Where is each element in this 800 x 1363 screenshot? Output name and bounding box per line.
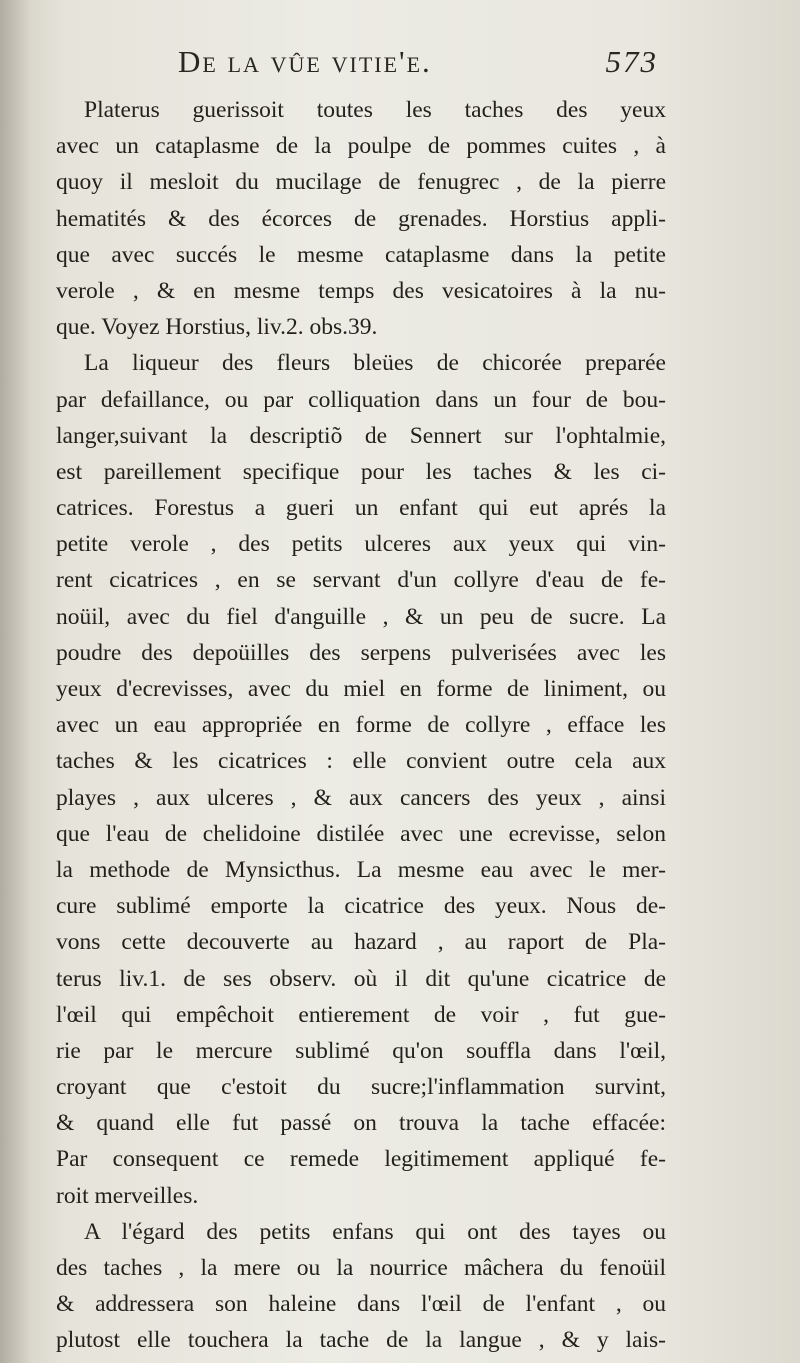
gutter-shadow: [0, 0, 30, 1363]
page-number: 573: [605, 44, 658, 79]
text-line: croyant que c'estoit du sucre;l'inflammation survint,: [56, 1074, 666, 1101]
text-line: & quand elle fut passé on trouva la tache effacée:: [56, 1110, 666, 1137]
text-line: l'œil qui empêchoit entierement de voir , fut gue-: [56, 1001, 666, 1028]
text-line: avec un eau appropriée en forme de collyre , efface les: [56, 712, 666, 739]
text-line: Par consequent ce remede legitimement appliqué fe-: [56, 1146, 666, 1173]
text-line: roit merveilles.: [56, 1182, 199, 1209]
text-line: taches & les cicatrices : elle convient outre cela aux: [56, 748, 666, 775]
text-line: noüil, avec du fiel d'anguille , & un peu de sucre. La: [56, 603, 666, 630]
text-line: cure sublimé emporte la cicatrice des yeux. Nous de-: [56, 893, 666, 920]
running-head: [178, 44, 658, 88]
text-line: Platerus guerissoit toutes les taches des yeux: [84, 97, 666, 123]
text-line: terus liv.1. de ses observ. où il dit qu'une cicatrice de: [56, 965, 666, 992]
text-line: yeux d'ecrevisses, avec du miel en forme de liniment, ou: [56, 676, 666, 702]
text-line: rent cicatrices , en se servant d'un collyre d'eau de fe-: [56, 567, 666, 594]
text-line: A l'égard des petits enfans qui ont des tayes ou: [84, 1218, 666, 1245]
text-line: playes , aux ulceres , & aux cancers des yeux , ainsi: [56, 784, 666, 811]
text-line: hematités & des écorces de grenades. Horstius appli-: [56, 205, 666, 232]
text-line: poudre des depoüilles des serpens pulverisées avec les: [56, 639, 666, 666]
text-line: catrices. Forestus a gueri un enfant qui eut aprés la: [56, 495, 666, 522]
running-title: De la vûe vitie'e.: [178, 44, 432, 79]
text-line: la methode de Mynsicthus. La mesme eau avec le mer-: [56, 856, 666, 883]
text-line: que l'eau de chelidoine distilée avec une ecrevisse, selon: [56, 820, 666, 847]
text-line: rie par le mercure sublimé qu'on souffla dans l'œil,: [56, 1037, 666, 1064]
text-line: par defaillance, ou par colliquation dans un four de bou-: [56, 386, 666, 413]
text-line: avec un cataplasme de la poulpe de pommes cuites , à: [56, 133, 666, 160]
text-line: & addressera son haleine dans l'œil de l'enfant , ou: [56, 1291, 666, 1318]
body-text: [56, 92, 666, 1359]
text-line: vons cette decouverte au hazard , au raport de Pla-: [56, 929, 666, 956]
text-line: est pareillement specifique pour les taches & les ci-: [56, 458, 666, 485]
text-line: La liqueur des fleurs bleües de chicorée preparée: [84, 350, 666, 377]
text-line: petite verole , des petits ulceres aux yeux qui vin-: [56, 531, 666, 558]
text-line: que avec succés le mesme cataplasme dans la petite: [56, 241, 666, 268]
text-line: que. Voyez Horstius, liv.2. obs.39.: [56, 314, 378, 341]
text-line: plutost elle touchera la tache de la langue , & y lais-: [56, 1327, 666, 1354]
text-line: des taches , la mere ou la nourrice mâchera du fenoüil: [56, 1255, 666, 1281]
text-line: verole , & en mesme temps des vesicatoires à la nu-: [56, 277, 666, 304]
text-line: langer,suivant la descriptiõ de Sennert sur l'ophtalmie,: [56, 422, 666, 449]
text-line: quoy il mesloit du mucilage de fenugrec , de la pierre: [56, 169, 666, 196]
